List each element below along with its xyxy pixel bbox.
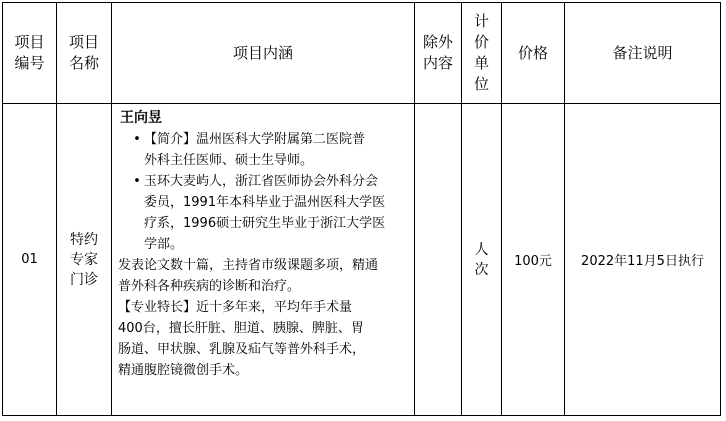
paragraph-line: 精通腹腔镜微创手术。 (118, 363, 249, 378)
paragraph-line: 肠道、甲状腺、乳腺及疝气等普外科手术， (118, 342, 366, 357)
header-name: 项目 名称 (57, 3, 112, 104)
item-remark: 2022年11月5日执行 (565, 104, 721, 416)
paragraph-line: 400台，擅长肝脏、胆道、胰腺、脾脏、胃 (118, 321, 364, 336)
header-code: 项目 编号 (3, 3, 57, 104)
paragraph-line: 【专业特长】近十多年来，平均年手术量 (118, 300, 353, 315)
paragraph-line: 普外科各种疾病的诊断和治疗。 (118, 279, 301, 294)
header-unit: 计 价 单 位 (462, 3, 502, 104)
doctor-name: 王向昱 (120, 110, 162, 126)
item-exclusion (415, 104, 462, 416)
price-table (2, 2, 721, 416)
header-price: 价格 (502, 3, 565, 104)
item-name: 特约 专家 门诊 (57, 104, 112, 416)
bullet-icon: • (133, 132, 141, 147)
item-price: 100元 (502, 104, 565, 416)
header-remark: 备注说明 (565, 3, 721, 104)
paragraph-line: 发表论文数十篇，主持省市级课题多项，精通 (118, 258, 379, 273)
bullet-icon: • (133, 174, 141, 189)
bullet-intro: • 【简介】温州医科大学附属第二医院普 外科主任医师、硕士生导师。 (118, 129, 412, 171)
header-row (3, 3, 721, 104)
header-exclusion: 除外 内容 (415, 3, 462, 104)
item-unit: 人 次 (462, 104, 502, 416)
bullet-background: • 玉环大麦屿人，浙江省医师协会外科分会 委员，1991年本科毕业于温州医科大学医 疗系，1996硕士研究生毕业于浙江大学医 学部。 (118, 171, 412, 255)
header-content: 项目内涵 (112, 3, 415, 104)
table-row (3, 104, 721, 416)
item-content (112, 104, 415, 416)
item-code: 01 (3, 104, 57, 416)
